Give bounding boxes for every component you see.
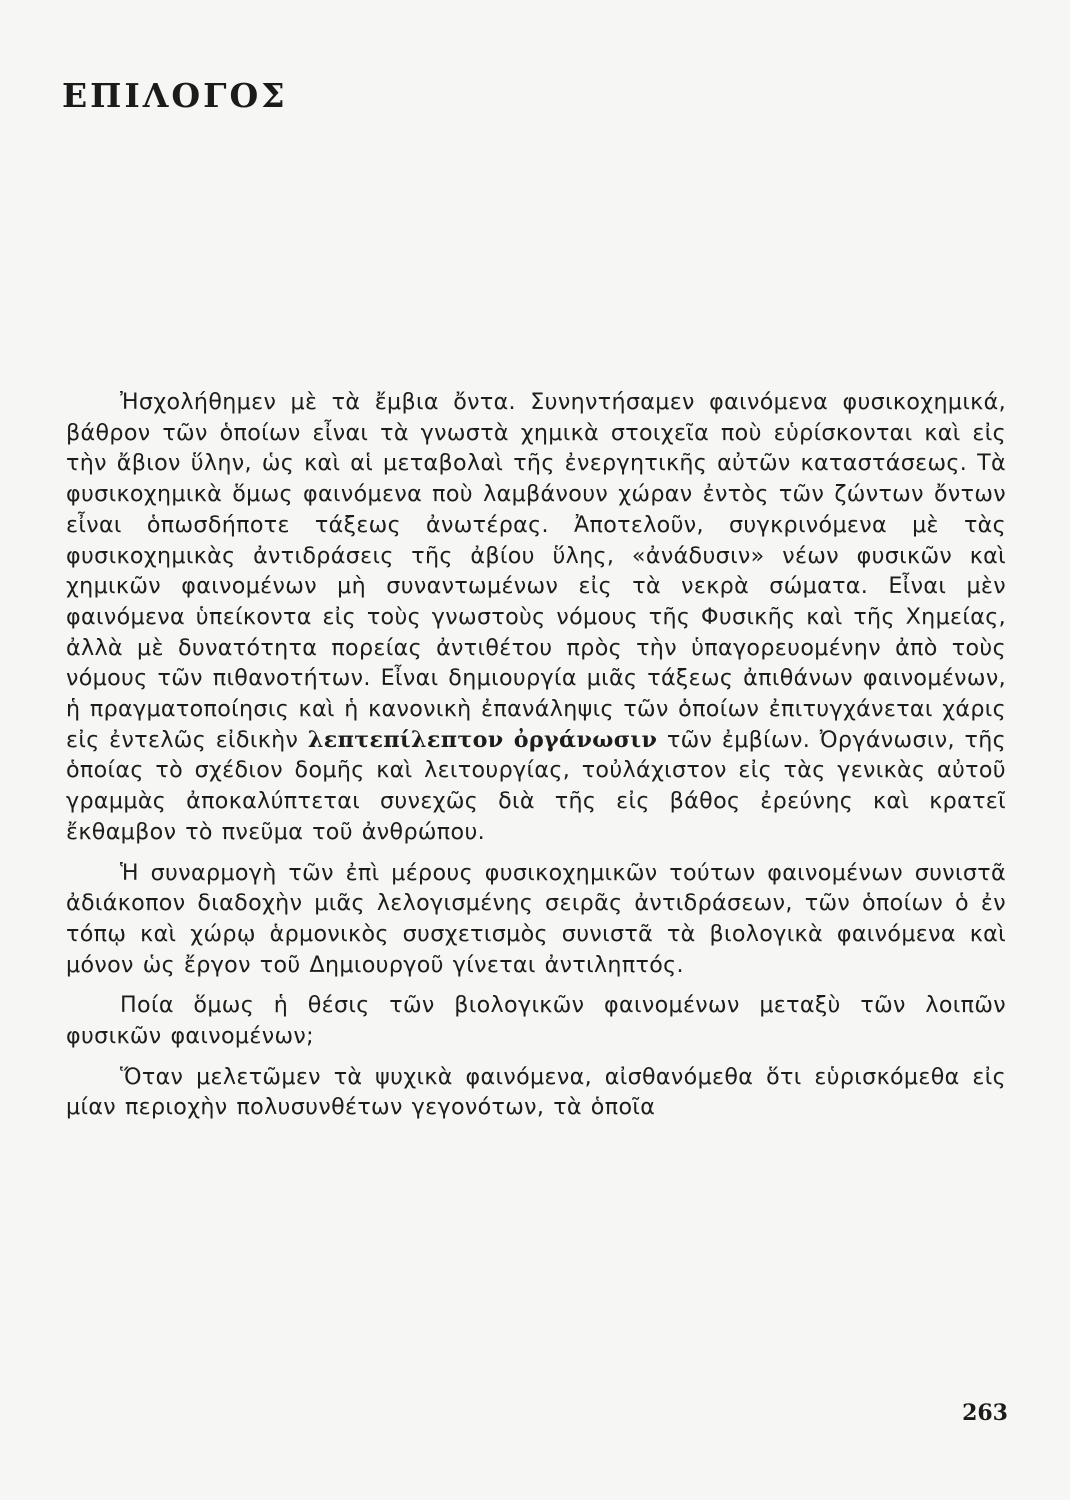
chapter-heading: ΕΠΙΛΟΓΟΣ [62,76,288,115]
paragraph-1 [66,387,1006,848]
body-text [66,387,1006,1123]
page-number: 263 [962,1400,1008,1426]
emphasized-phrase: λεπτεπίλεπτον ὀργάνωσιν [307,726,658,753]
paragraph-1-continuation: τῶν ἐμβίων. Ὀργάνωσιν, τῆς ὁποίας τὸ σχέδιον δομῆς καὶ λειτουργίας, τοὐλάχιστον εἰς τὰς γενικὰς αὐτοῦ γραμμὰς ἀποκαλύπτεται συνεχῶς διὰ τῆς εἰς βάθος ἐρεύνης καὶ κρατεῖ ἔκθαμβον τὸ πνεῦμα τοῦ ἀνθρώπου. [66,726,1006,845]
paragraph-1-text: Ἠσχολήθημεν μὲ τὰ ἔμβια ὄντα. Συνηντήσαμεν φαινόμενα φυσικοχημικά, βάθρον τῶν ὁποίων εἶναι τὰ γνωστὰ χημικὰ στοιχεῖα ποὺ εὑρίσκονται καὶ εἰς τὴν ἄβιον ὕλην, ὡς καὶ αἱ μεταβολαὶ τῆς ἐνεργητικῆς αὐτῶν καταστάσεως. Τὰ φυσικοχημικὰ ὅμως φαινόμενα ποὺ λαμβάνουν χώραν ἐντὸς τῶν ζώντων ὄντων εἶναι ὁπωσδήποτε τάξεως ἀνωτέρας. Ἀποτελοῦν, συγκρινόμενα μὲ τὰς φυσικοχημικὰς ἀντιδράσεις τῆς ἀβίου ὕλης, «ἀνάδυσιν» νέων φυσικῶν καὶ χημικῶν φαινομένων μὴ συναντωμένων εἰς τὰ νεκρὰ σώματα. Εἶναι μὲν φαινόμενα ὑπείκοντα εἰς τοὺς γνωστοὺς νόμους τῆς Φυσικῆς καὶ τῆς Χημείας, ἀλλὰ μὲ δυνατότητα πορείας ἀντιθέτου πρὸς τὴν ὑπαγορευομένην ἀπὸ τοὺς νόμους τῶν πιθανοτήτων. Εἶναι δημιουργία μιᾶς τάξεως ἀπιθάνων φαινομένων, ἡ πραγματοποίησις καὶ ἡ κανονικὴ ἐπανάληψις τῶν ὁποίων ἐπιτυγχάνεται χάρις εἰς ἐντελῶς εἰδικὴν [66,389,1006,753]
paragraph-4: Ὅταν μελετῶμεν τὰ ψυχικὰ φαινόμενα, αἰσθανόμεθα ὅτι εὑρισκόμεθα εἰς μίαν περιοχὴν πολυσυνθέτων γεγονότων, τὰ ὁποῖα [66,1063,1006,1121]
paragraph-3: Ποία ὅμως ἡ θέσις τῶν βιολογικῶν φαινομένων μεταξὺ τῶν λοιπῶν φυσικῶν φαινομένων; [66,992,1006,1050]
paragraph-2: Ἡ συναρμογὴ τῶν ἐπὶ μέρους φυσικοχημικῶν τούτων φαινομένων συνιστᾶ ἀδιάκοπον διαδοχὴν μιᾶς λελογισμένης σειρᾶς ἀντιδράσεων, τῶν ὁποίων ὁ ἐν τόπῳ καὶ χώρῳ ἁρμονικὸς συσχετισμὸς συνιστᾶ τὰ βιολογικὰ φαινόμενα καὶ μόνον ὡς ἔργον τοῦ Δημιουργοῦ γίνεται ἀντιληπτός. [66,859,1006,978]
